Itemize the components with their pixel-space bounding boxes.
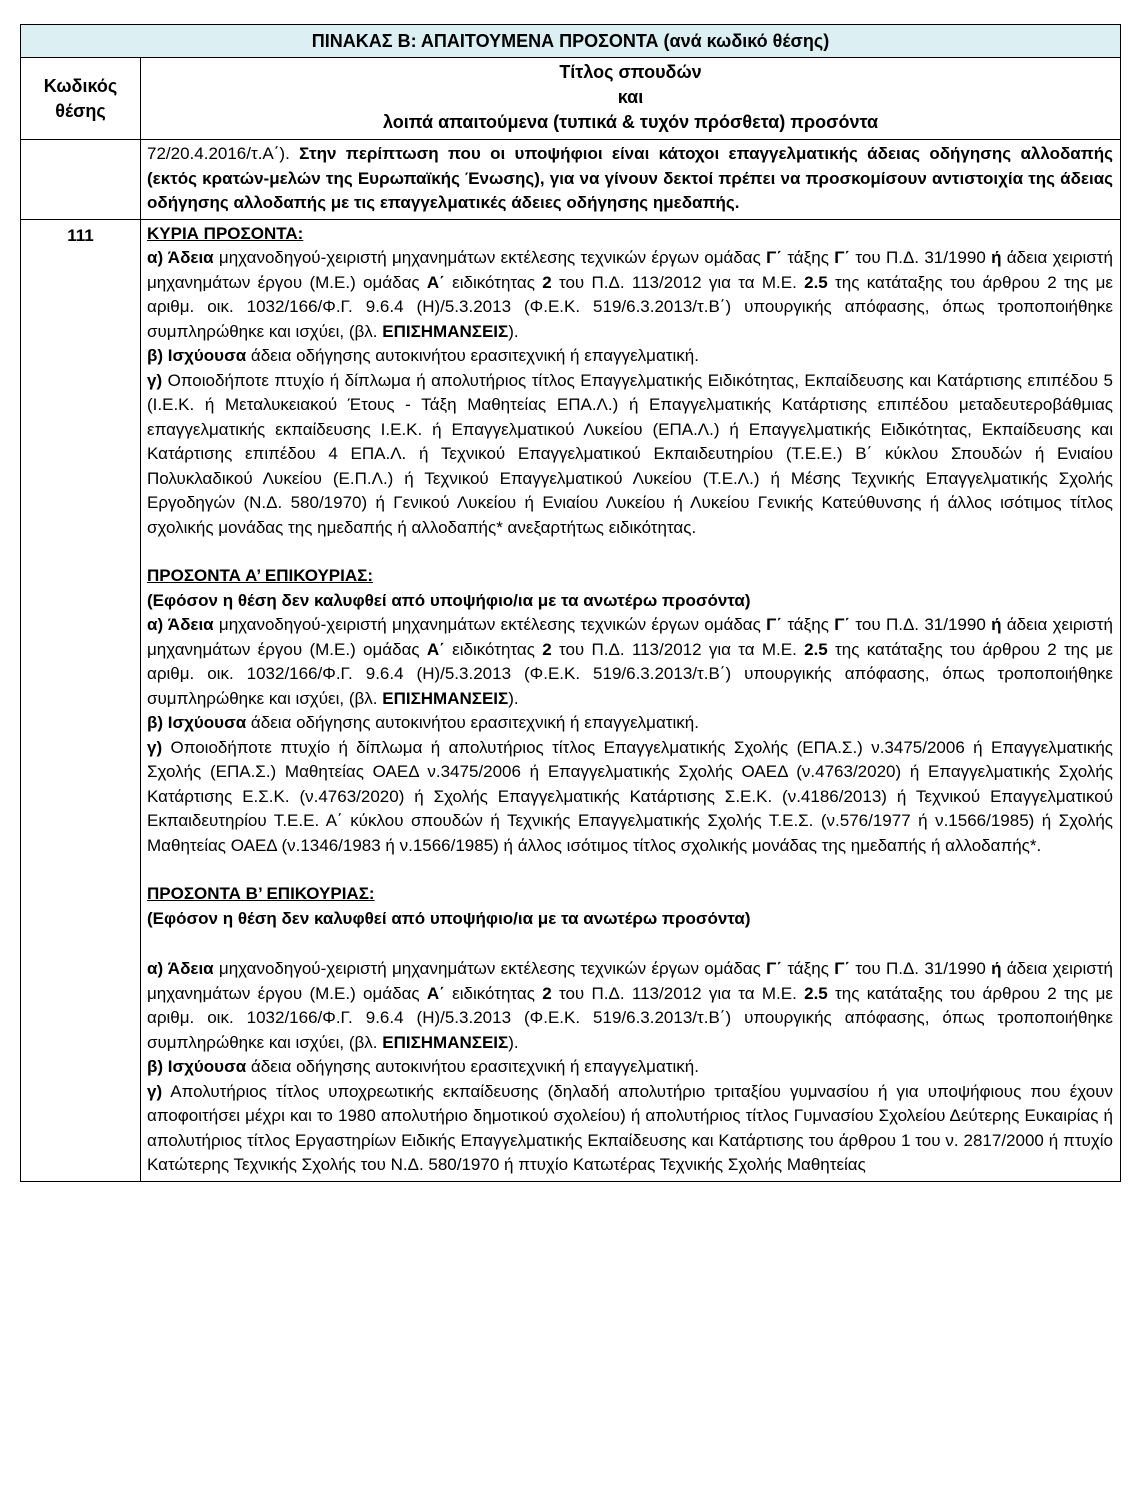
item-label: α) Άδεια: [147, 615, 214, 634]
aux-b-item-a: α) Άδεια μηχανοδηγού-χειριστή μηχανημάτων εκτέλεσης τεχνικών έργων ομάδας Γ΄ τάξης Γ΄ του Π.Δ. 31/1990 ή άδεια χειριστή μηχανημάτων έργου (Μ.Ε.) ομάδας Α΄ ειδικότητας 2 του Π.Δ. 113/2012 για τα Μ.Ε. 2.5 της κατάταξης του άρθρου 2 της με αριθμ. οικ. 1032/166/Φ.Γ. 9.6.4 (Η)/5.3.2013 (Φ.Ε.Κ. 519/6.3.2013/τ.Β΄) υπουργικής απόφασης, όπως τροποποιήθηκε συμπληρώθηκε και ισχύει, (βλ. ΕΠΙΣΗΜΑΝΣΕΙΣ).: [147, 959, 1113, 1052]
aux-a-item-a: α) Άδεια μηχανοδηγού-χειριστή μηχανημάτων εκτέλεσης τεχνικών έργων ομάδας Γ΄ τάξης Γ΄ του Π.Δ. 31/1990 ή άδεια χειριστή μηχανημάτων έργου (Μ.Ε.) ομάδας Α΄ ειδικότητας 2 του Π.Δ. 113/2012 για τα Μ.Ε. 2.5 της κατάταξης του άρθρου 2 της με αριθμ. οικ. 1032/166/Φ.Γ. 9.6.4 (Η)/5.3.2013 (Φ.Ε.Κ. 519/6.3.2013/τ.Β΄) υπουργικής απόφασης, όπως τροποποιήθηκε συμπληρώθηκε και ισχύει, (βλ. ΕΠΙΣΗΜΑΝΣΕΙΣ).: [147, 615, 1113, 708]
main-item-b: β) Ισχύουσα άδεια οδήγησης αυτοκινήτου ερασιτεχνική ή επαγγελματική.: [147, 346, 699, 365]
table-row: [21, 140, 1121, 220]
header-title-cell: [141, 58, 1121, 140]
main-item-c: γ) Οποιοδήποτε πτυχίο ή δίπλωμα ή απολυτήριος τίτλος Επαγγελματικής Ειδικότητας, Εκπαίδευσης και Κατάρτισης επιπέδου 5 (Ι.Ε.Κ. ή Μεταλυκειακού Έτους - Τάξη Μαθητείας ΕΠΑ.Λ.) ή Επαγγελματικής Κατάρτισης επιπέδου μεταδευτεροβάθμιας επαγγελματικής εκπαίδευσης Ι.Ε.Κ. ή Επαγγελματικού Λυκείου (ΕΠΑ.Λ.) ή Επαγγελματικής Ειδικότητας, Εκπαίδευσης και Κατάρτισης επιπέδου 4 ΕΠΑ.Λ. ή Τεχνικού Επαγγελματικού Εκπαιδευτηρίου (Τ.Ε.Ε.) Β΄ κύκλου Σπουδών ή Ενιαίου Πολυκλαδικού Λυκείου (Ε.Π.Λ.) ή Τεχνικού Επαγγελματικού Λυκείου (Τ.Ε.Λ.) ή Μέσης Τεχνικής Επαγγελματικής Σχολής Εργοδηγών (Ν.Δ. 580/1970) ή Γενικού Λυκείου ή Ενιαίου Λυκείου ή Λυκείου Γενικής Κατεύθυνσης ή άλλος ισότιμος τίτλος σχολικής μονάδας της ημεδαπής ή αλλοδαπής* ανεξαρτήτως ειδικότητας.: [147, 370, 1113, 537]
item-label: γ): [147, 737, 163, 757]
aux-b-item-b: β) Ισχύουσα άδεια οδήγησης αυτοκινήτου ερασιτεχνική ή επαγγελματική.: [147, 1057, 699, 1076]
item-label: β) Ισχύουσα: [147, 1057, 247, 1076]
aux-a-item-c: γ) Οποιοδήποτε πτυχίο ή δίπλωμα ή απολυτήριος τίτλος Επαγγελματικής Σχολής (ΕΠΑ.Σ.) ν.3475/2006 ή Επαγγελματικής Σχολής (ΕΠΑ.Σ.) Μαθητείας ΟΑΕΔ ν.3475/2006 ή Επαγγελματικής Σχολής ΟΑΕΔ (ν.4763/2020) ή Επαγγελματικής Σχολής Κατάρτισης Ε.Σ.Κ. (ν.4763/2020) ή Σχολής Επαγγελματικής Κατάρτισης Σ.Ε.Κ. (ν.4186/2013) ή Τεχνικού Επαγγελματικού Εκπαιδευτηρίου Τ.Ε.Ε. Α΄ κύκλου σπουδών ή Τεχνικής Επαγγελματικής Σχολής Τ.Ε.Σ. (ν.576/1977 ή ν.1566/1985) ή Σχολής Μαθητείας ΟΑΕΔ (ν.1346/1983 ή ν.1566/1985) ή άλλος ισότιμος τίτλος σχολικής μονάδας της ημεδαπής ή αλλοδαπής*.: [147, 737, 1113, 855]
aux-a-item-b: β) Ισχύουσα άδεια οδήγησης αυτοκινήτου ερασιτεχνική ή επαγγελματική.: [147, 713, 699, 732]
continued-paragraph: [147, 142, 1113, 216]
table-title: ΠΙΝΑΚΑΣ Β: ΑΠΑΙΤΟΥΜΕΝΑ ΠΡΟΣΟΝΤΑ (ανά κωδικό θέσης): [21, 25, 1121, 58]
aux-a-subtitle: (Εφόσον η θέση δεν καλυφθεί από υποψήφιο/ια με τα ανωτέρω προσόντα): [147, 590, 751, 610]
header-title-line1: Τίτλος σπουδών: [559, 62, 702, 82]
header-code-cell: [21, 58, 141, 140]
table-header-row: [21, 58, 1121, 140]
continued-requirements: [141, 140, 1121, 220]
header-title-line3: λοιπά απαιτούμενα (τυπικά & τυχόν πρόσθετα) προσόντα: [382, 112, 879, 132]
item-label: γ): [147, 1081, 163, 1101]
aux-a-title: ΠΡΟΣΟΝΤΑ Α’ ΕΠΙΚΟΥΡΙΑΣ:: [147, 566, 374, 585]
item-label: γ): [147, 370, 163, 390]
table-row: [21, 219, 1121, 1181]
continued-plain: 72/20.4.2016/τ.Α΄).: [147, 144, 300, 163]
item-label: β) Ισχύουσα: [147, 346, 247, 365]
aux-b-subtitle: (Εφόσον η θέση δεν καλυφθεί από υποψήφιο/ια με τα ανωτέρω προσόντα): [147, 908, 751, 928]
requirements-cell: [141, 219, 1121, 1181]
aux-b-item-c: γ) Απολυτήριος τίτλος υποχρεωτικής εκπαίδευσης (δηλαδή απολυτήριο τριταξίου γυμνασίου ή για υποψήφιους που έχουν αποφοιτήσει μέχρι και το 1980 απολυτήριο δημοτικού σχολείου) ή απολυτήριος τίτλος Γυμνασίου Σχολείου Δεύτερης Ευκαιρίας ή απολυτήριος τίτλος Εργαστηρίων Ειδικής Επαγγελματικής Εκπαίδευσης και Κατάρτισης του άρθρου 1 του ν. 2817/2000 ή πτυχίο Κατώτερης Τεχνικής Σχολής του Ν.Δ. 580/1970 ή πτυχίο Κατωτέρας Τεχνικής Σχολής Μαθητείας: [147, 1081, 1113, 1174]
table-title-row: [21, 25, 1121, 58]
item-label: α) Άδεια: [147, 959, 214, 978]
item-label: β) Ισχύουσα: [147, 713, 247, 732]
header-code-line1: Κωδικός: [43, 75, 118, 96]
continued-bold: Στην περίπτωση που οι υποψήφιοι είναι κάτοχοι επαγγελματικής άδειας οδήγησης αλλοδαπής (εκτός κρατών-μελών της Ευρωπαϊκής Ένωσης), για να γίνουν δεκτοί πρέπει να προσκομίσουν αντιστοιχία της άδειας οδήγησης αλλοδαπής με τις επαγγελματικές άδειες οδήγησης ημεδαπής.: [147, 144, 1113, 212]
main-qualifications-title: ΚΥΡΙΑ ΠΡΟΣΟΝΤΑ:: [147, 223, 304, 243]
position-code: [21, 140, 141, 220]
requirements-table: [20, 24, 1121, 1182]
position-code: 111: [21, 219, 141, 1181]
item-label: α) Άδεια: [147, 248, 214, 267]
main-item-a: α) Άδεια μηχανοδηγού-χειριστή μηχανημάτων εκτέλεσης τεχνικών έργων ομάδας Γ΄ τάξης Γ΄ του Π.Δ. 31/1990 ή άδεια χειριστή μηχανημάτων έργου (Μ.Ε.) ομάδας Α΄ ειδικότητας 2 του Π.Δ. 113/2012 για τα Μ.Ε. 2.5 της κατάταξης του άρθρου 2 της με αριθμ. οικ. 1032/166/Φ.Γ. 9.6.4 (Η)/5.3.2013 (Φ.Ε.Κ. 519/6.3.2013/τ.Β΄) υπουργικής απόφασης, όπως τροποποιήθηκε συμπληρώθηκε και ισχύει, (βλ. ΕΠΙΣΗΜΑΝΣΕΙΣ).: [147, 248, 1113, 341]
header-title-line2: και: [617, 87, 644, 107]
aux-b-title: ΠΡΟΣΟΝΤΑ Β’ ΕΠΙΚΟΥΡΙΑΣ:: [147, 884, 375, 903]
header-code-line2: θέσης: [55, 100, 106, 121]
